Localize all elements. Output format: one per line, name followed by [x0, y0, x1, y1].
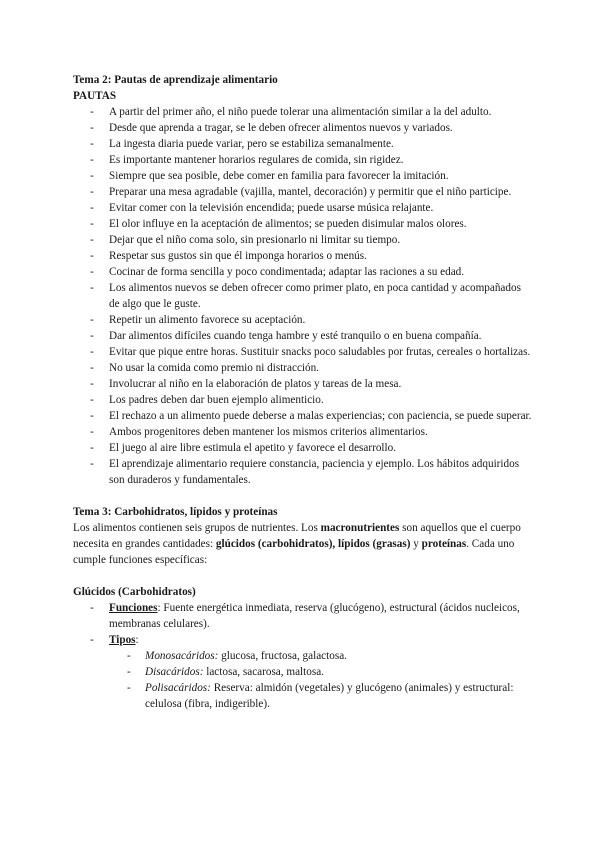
list-item — [73, 248, 533, 264]
tema2-title: Tema 2: Pautas de aprendizaje alimentario — [73, 74, 278, 86]
list-item — [73, 328, 533, 344]
list-item — [73, 456, 533, 488]
dash-marker: - — [90, 362, 94, 374]
intro-bold-macronutrientes: macronutrientes — [320, 522, 400, 534]
list-item — [73, 360, 533, 376]
funciones-text: : Fuente energética inmediata, reserva (glucógeno), estructural (ácidos nucleicos, membranas celulares). — [109, 602, 520, 630]
dash-marker: - — [90, 138, 94, 150]
list-item — [73, 376, 533, 392]
list-item — [73, 184, 533, 200]
list-item-text: A partir del primer año, el niño puede tolerar una alimentación similar a la del adulto. — [109, 106, 492, 118]
dash-marker: - — [90, 634, 94, 646]
dash-marker: - — [90, 154, 94, 166]
list-item-text: Cocinar de forma sencilla y poco condimentada; adaptar las raciones a su edad. — [109, 266, 465, 278]
document-content — [73, 72, 533, 712]
list-item — [73, 200, 533, 216]
dash-marker: - — [90, 378, 94, 390]
intro-text-2: son aquellos que el cuerpo necesita en grandes cantidades: — [73, 522, 521, 550]
list-item-text: El olor influye en la aceptación de alimentos; se pueden disimular malos olores. — [109, 218, 467, 230]
list-item-text: Desde que aprenda a tragar, se le deben ofrecer alimentos nuevos y variados. — [109, 122, 453, 134]
dash-marker: - — [90, 202, 94, 214]
dash-marker: - — [90, 330, 94, 342]
spacer — [73, 568, 533, 584]
list-item — [73, 232, 533, 248]
tema3-title: Tema 3: Carbohidratos, lípidos y proteínas — [73, 506, 278, 518]
dash-marker: - — [90, 250, 94, 262]
pautas-list — [73, 104, 533, 488]
dash-marker: - — [127, 666, 131, 678]
list-item-text: Es importante mantener horarios regulares de comida, sin rigidez. — [109, 154, 404, 166]
dash-marker: - — [90, 218, 94, 230]
dash-marker: - — [90, 122, 94, 134]
tipo-text: lactosa, sacarosa, maltosa. — [203, 666, 324, 678]
list-item-text: Respetar sus gustos sin que él imponga horarios o menús. — [109, 250, 367, 262]
dash-marker: - — [90, 282, 94, 294]
list-item — [73, 136, 533, 152]
list-item-text: El aprendizaje alimentario requiere constancia, paciencia y ejemplo. Los hábitos adquiridos son duraderos y fundamentales. — [109, 458, 520, 486]
dash-marker: - — [90, 410, 94, 422]
list-item — [73, 168, 533, 184]
list-item-text: Ambos progenitores deben mantener los mismos criterios alimentarios. — [109, 426, 428, 438]
list-item — [73, 104, 533, 120]
dash-marker: - — [90, 314, 94, 326]
list-item-tipos — [73, 632, 533, 712]
list-item-text: Preparar una mesa agradable (vajilla, mantel, decoración) y permitir que el niño participe. — [109, 186, 512, 198]
dash-marker: - — [90, 426, 94, 438]
sub-item-monosacaridos — [73, 648, 533, 664]
tema3-intro — [73, 520, 533, 568]
tipo-text: glucosa, fructosa, galactosa. — [218, 650, 347, 662]
tipo-text: Reserva: almidón (vegetales) y glucógeno (animales) y estructural: celulosa (fibra, indigerible). — [145, 682, 514, 710]
pautas-subtitle: PAUTAS — [73, 90, 117, 102]
list-item-text: Evitar que pique entre horas. Sustituir snacks poco saludables por frutas, cereales o hortalizas. — [109, 346, 531, 358]
dash-marker: - — [90, 346, 94, 358]
list-item-text: El rechazo a un alimento puede deberse a malas experiencias; con paciencia, se puede superar. — [109, 410, 532, 422]
list-item-text: El juego al aire libre estimula el apetito y favorece el desarrollo. — [109, 442, 397, 454]
list-item-text: La ingesta diaria puede variar, pero se estabiliza semanalmente. — [109, 138, 394, 150]
list-item-text: No usar la comida como premio ni distracción. — [109, 362, 320, 374]
list-item — [73, 392, 533, 408]
list-item — [73, 152, 533, 168]
list-item-text: Involucrar al niño en la elaboración de platos y tareas de la mesa. — [109, 378, 402, 390]
tipos-sublist — [109, 648, 533, 712]
list-item-text: Dejar que el niño coma solo, sin presionarlo ni limitar su tiempo. — [109, 234, 401, 246]
intro-bold-glucidos-lipidos: glúcidos (carbohidratos), lípidos (grasas) — [215, 538, 411, 550]
intro-text-3: y — [410, 538, 422, 550]
list-item — [73, 440, 533, 456]
list-item — [73, 424, 533, 440]
tipo-name: Polisacáridos: — [145, 682, 211, 694]
dash-marker: - — [127, 650, 131, 662]
list-item-text: Dar alimentos difíciles cuando tenga hambre y esté tranquilo o en buena compañía. — [109, 330, 482, 342]
list-item — [73, 280, 533, 312]
tipo-name: Disacáridos: — [145, 666, 204, 678]
list-item — [73, 344, 533, 360]
glucidos-heading: Glúcidos (Carbohidratos) — [73, 586, 196, 598]
dash-marker: - — [90, 442, 94, 454]
dash-marker: - — [127, 682, 131, 694]
list-item-text: Repetir un alimento favorece su aceptación. — [109, 314, 306, 326]
dash-marker: - — [90, 234, 94, 246]
tipos-colon: : — [135, 634, 139, 646]
list-item-text: Los padres deben dar buen ejemplo alimenticio. — [109, 394, 324, 406]
dash-marker: - — [90, 458, 94, 470]
list-item-text: Los alimentos nuevos se deben ofrecer como primer plato, en poca cantidad y acompañados de algo que le guste. — [109, 282, 521, 310]
list-item-text: Siempre que sea posible, debe comer en familia para favorecer la imitación. — [109, 170, 449, 182]
sub-item-disacaridos — [73, 664, 533, 680]
list-item — [73, 216, 533, 232]
dash-marker: - — [90, 170, 94, 182]
dash-marker: - — [90, 266, 94, 278]
list-item — [73, 312, 533, 328]
list-item-text: Evitar comer con la televisión encendida; puede usarse música relajante. — [109, 202, 434, 214]
list-item — [73, 408, 533, 424]
list-item — [73, 120, 533, 136]
dash-marker: - — [90, 106, 94, 118]
dash-marker: - — [90, 394, 94, 406]
tipos-label: Tipos — [109, 634, 136, 646]
dash-marker: - — [90, 186, 94, 198]
dash-marker: - — [90, 602, 94, 614]
funciones-label: Funciones — [109, 602, 158, 614]
intro-text-4: . Cada uno cumple funciones específicas: — [73, 538, 515, 566]
list-item-funciones — [73, 600, 533, 632]
tipo-name: Monosacáridos: — [145, 650, 219, 662]
sub-item-polisacaridos — [73, 680, 533, 712]
list-item — [73, 264, 533, 280]
spacer — [73, 488, 533, 504]
intro-bold-proteinas: proteínas — [421, 538, 467, 550]
glucidos-list — [73, 600, 533, 712]
intro-text-1: Los alimentos contienen seis grupos de nutrientes. Los — [73, 522, 321, 534]
